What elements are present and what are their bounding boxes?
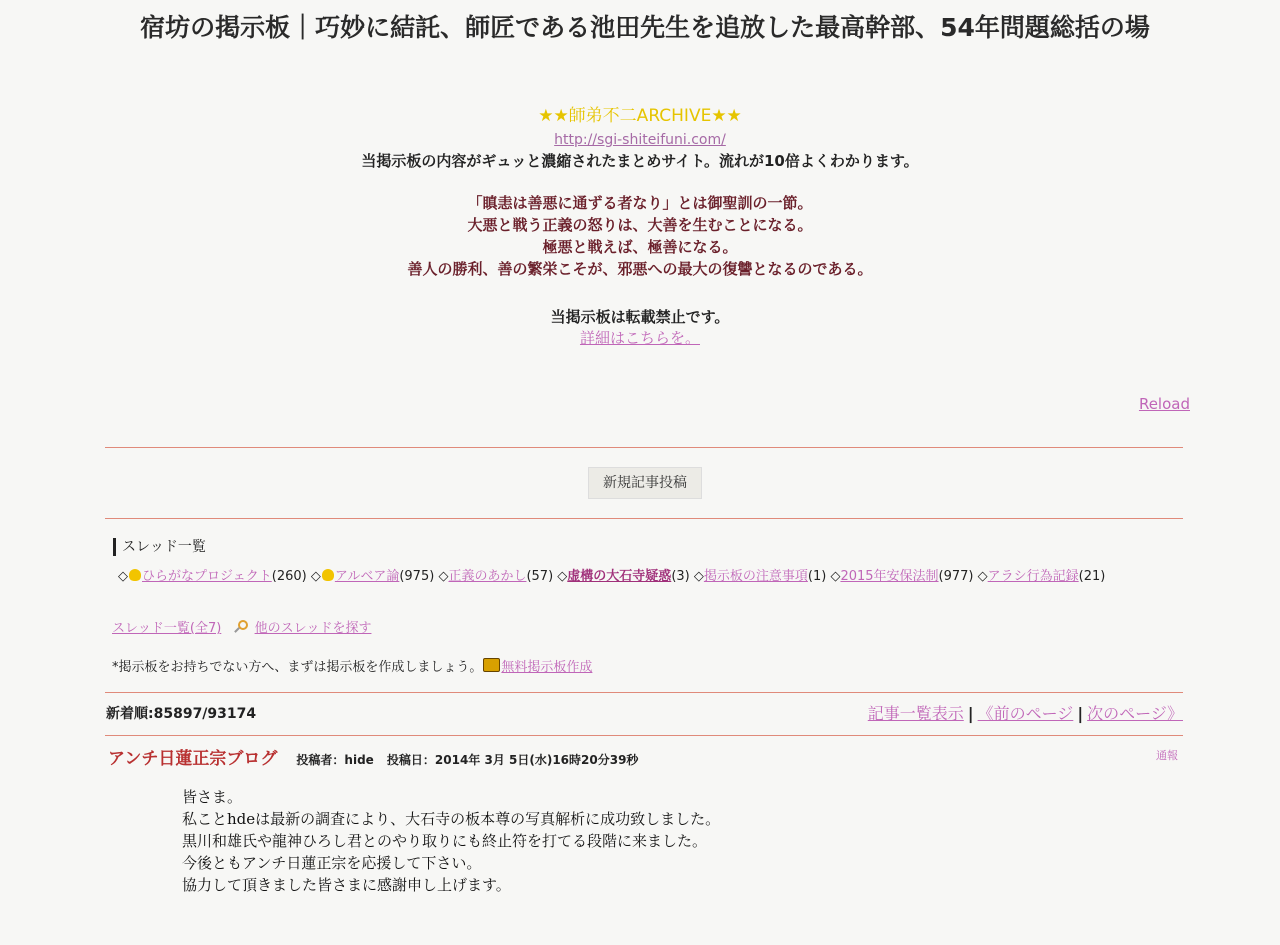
page-title: 宿坊の掲示板｜巧妙に結託、師匠である池田先生を追放した最高幹部、54年問題総括の場 xyxy=(140,13,1150,42)
thread-link-current[interactable]: 虚構の大石寺疑惑 xyxy=(567,569,672,584)
post-date: 投稿日：2014年 3月 5日(水)16時20分39秒 xyxy=(386,753,639,767)
thread-list-heading: スレッド一覧 xyxy=(113,538,206,556)
thread-list xyxy=(118,566,1183,588)
prev-page-link[interactable]: 《前のページ xyxy=(977,704,1074,723)
thread-item: ◇ アルベア論(975) xyxy=(310,569,435,584)
quote-line: 善人の勝利、善の繁栄こそが、邪悪への最大の復讐となるのである。 xyxy=(407,260,873,278)
thread-item: ◇2015年安保法制(977) xyxy=(830,569,974,584)
thread-item-current: ◇虚構の大石寺疑惑(3) xyxy=(557,569,690,584)
reload-link[interactable]: Reload xyxy=(1138,395,1190,413)
quote-block xyxy=(290,192,990,280)
thread-item: ◇アラシ行為記録(21) xyxy=(977,569,1106,584)
post-author: 投稿者：hide xyxy=(296,753,374,767)
quote-line: 極悪と戦えば、極善になる。 xyxy=(542,238,738,256)
post-body-line: 私ことhdeは最新の調査により、大石寺の板本尊の写真解析に成功致しました。 xyxy=(182,810,721,828)
thread-link[interactable]: 正義のあかし xyxy=(448,569,527,584)
post-body-line: 協力して頂きました皆さまに感謝申し上げます。 xyxy=(182,876,511,894)
new-post-button[interactable]: 新規記事投稿 xyxy=(588,467,702,499)
create-board-link[interactable]: 無料掲示板作成 xyxy=(501,660,593,675)
divider xyxy=(105,447,1183,448)
divider xyxy=(105,735,1183,736)
quote-line: 「瞋恚は善悪に通ずる者なり」とは御聖訓の一節。 xyxy=(467,194,813,212)
create-board-text: *掲示板をお持ちでない方へ、まずは掲示板を作成しましょう。 xyxy=(112,660,483,675)
sort-info: 新着順:85897/93174 xyxy=(106,706,257,722)
thread-link[interactable]: ひらがなプロジェクト xyxy=(142,569,272,584)
post-body-line: 皆さま。 xyxy=(182,788,243,806)
report-link[interactable]: 通報 xyxy=(1156,749,1178,762)
tv-icon xyxy=(483,658,500,672)
thread-tools xyxy=(112,620,371,638)
thread-link[interactable]: アルベア論 xyxy=(334,569,400,584)
thread-link[interactable]: 掲示板の注意事項 xyxy=(703,569,808,584)
next-page-link[interactable]: 次のページ》 xyxy=(1087,704,1183,723)
post-header xyxy=(108,747,1178,773)
archive-url-link[interactable]: http://sgi-shiteifuni.com/ xyxy=(554,132,726,148)
bulb-icon xyxy=(322,569,334,581)
list-view-link[interactable]: 記事一覧表示 xyxy=(867,704,964,723)
pager: 記事一覧表示 | 《前のページ | 次のページ》 xyxy=(867,704,1183,723)
divider xyxy=(105,518,1183,519)
no-reprint-notice: 当掲示板は転載禁止です。 xyxy=(550,308,730,326)
divider xyxy=(105,692,1183,693)
create-board-line xyxy=(112,658,592,677)
thread-item: ◇掲示板の注意事項(1) xyxy=(693,569,827,584)
magnifier-icon xyxy=(233,620,247,634)
archive-name: ★★師弟不二ARCHIVE★★ xyxy=(538,106,742,126)
search-threads-link[interactable]: 他のスレッドを探す xyxy=(254,621,372,636)
details-link[interactable]: 詳細はこちらを。 xyxy=(579,329,700,347)
post-body xyxy=(182,786,1082,896)
thread-item: ◇ ひらがなプロジェクト(260) xyxy=(118,569,307,584)
thread-item: ◇正義のあかし(57) xyxy=(438,569,554,584)
bulb-icon xyxy=(129,569,141,581)
all-threads-link[interactable]: スレッド一覧(全7) xyxy=(112,621,222,636)
thread-link[interactable]: アラシ行為記録 xyxy=(987,569,1079,584)
post-body-line: 今後ともアンチ日蓮正宗を応援して下さい。 xyxy=(182,854,482,872)
thread-link[interactable]: 2015年安保法制 xyxy=(840,569,939,584)
post-title: アンチ日蓮正宗ブログ xyxy=(108,749,278,769)
quote-line: 大悪と戦う正義の怒りは、大善を生むことになる。 xyxy=(467,216,813,234)
archive-description: 当掲示板の内容がギュッと濃縮されたまとめサイト。流れが10倍よくわかります。 xyxy=(361,152,919,170)
post-body-line: 黒川和雄氏や龍神ひろし君とのやり取りにも終止符を打てる段階に来ました。 xyxy=(182,832,708,850)
